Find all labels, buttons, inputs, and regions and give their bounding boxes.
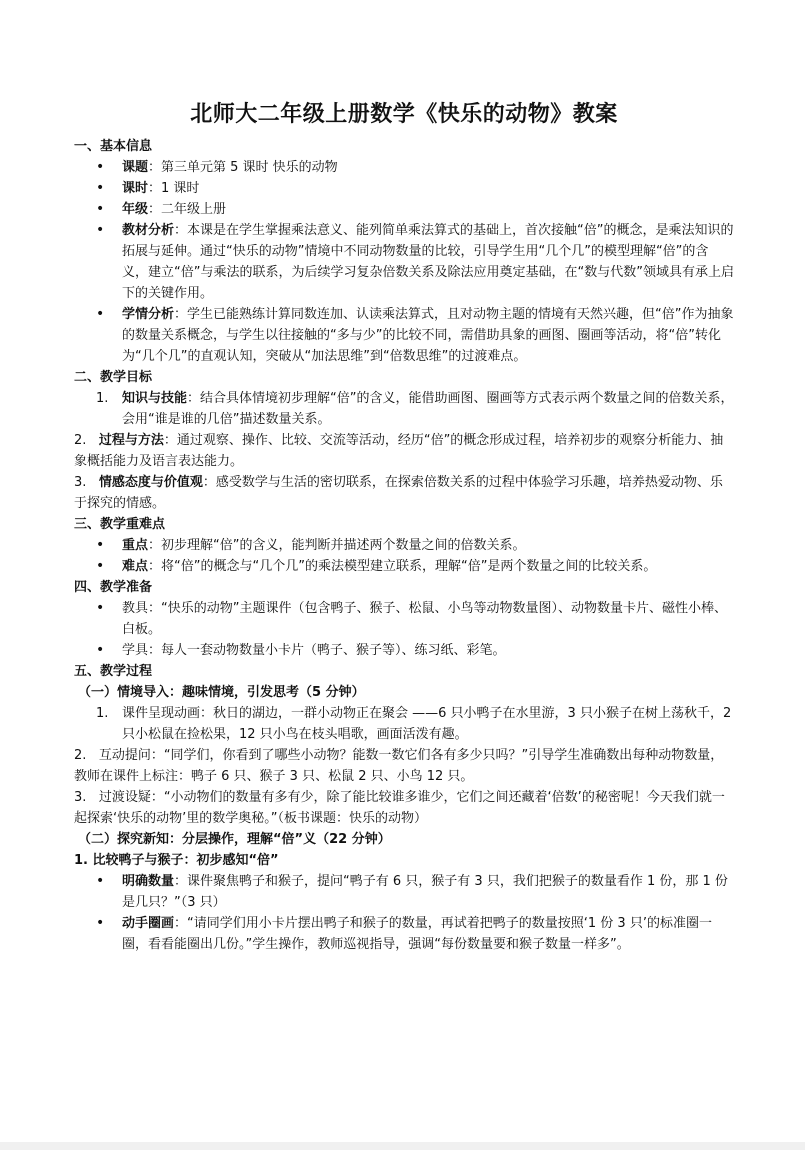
- list-item: • 学具：每人一套动物数量小卡片（鸭子、猴子等）、练习纸、彩笔。: [122, 640, 734, 661]
- page-title: 北师大二年级上册数学《快乐的动物》教案: [190, 102, 618, 127]
- section-heading-key-points: 三、教学重难点: [74, 517, 166, 532]
- objective-item: 2. 过程与方法：通过观察、操作、比较、交流等活动，经历“倍”的概念形成过程，培养初步的观察分析能力、抽象概括能力及语言表达能力。: [74, 433, 724, 469]
- section-heading-basic-info: 一、基本信息: [74, 139, 153, 154]
- section-heading-preparation: 四、教学准备: [74, 580, 153, 595]
- subsection-heading-intro: （一）情境导入：趣味情境，引发思考（5 分钟）: [78, 685, 365, 700]
- list-item: • 明确数量：课件聚焦鸭子和猴子，提问“鸭子有 6 只，猴子有 3 只，我们把猴子的数量看作 1 份，那 1 份是几只？”（3 只）: [122, 871, 734, 913]
- list-item: • 教具：“快乐的动物”主题课件（包含鸭子、猴子、松鼠、小鸟等动物数量图）、动物数量卡片、磁性小棒、白板。: [122, 598, 734, 640]
- objective-item: 1. 知识与技能：结合具体情境初步理解“倍”的含义，能借助画图、圈画等方式表示两个数量之间的倍数关系，会用“谁是谁的几倍”描述数量关系。: [96, 391, 734, 427]
- list-item: • 难点：将“倍”的概念与“几个几”的乘法模型建立联系，理解“倍”是两个数量之间的比较关系。: [122, 556, 734, 577]
- list-item: • 动手圈画：“请同学们用小卡片摆出鸭子和猴子的数量，再试着把鸭子的数量按照‘1 份 3 只’的标准圈一圈，看看能圈出几份。”学生操作，教师巡视指导，强调“每份数量要和猴子数量一样多”。: [122, 913, 734, 955]
- explore-list: [74, 871, 734, 955]
- key-points-list: [74, 535, 734, 577]
- list-item: • 重点：初步理解“倍”的含义，能判断并描述两个数量之间的倍数关系。: [122, 535, 734, 556]
- process-step: 2. 互动提问：“同学们，你看到了哪些小动物？能数一数它们各有多少只吗？”引导学生准确数出每种动物数量，教师在课件上标注：鸭子 6 只、猴子 3 只、松鼠 2 只、小鸟 12 只。: [74, 748, 724, 784]
- basic-info-list: [74, 157, 734, 367]
- list-item: • 课题：第三单元第 5 课时 快乐的动物: [122, 157, 734, 178]
- list-item: • 年级：二年级上册: [122, 199, 734, 220]
- subsection-heading-explore: （二）探究新知：分层操作，理解“倍”义（22 分钟）: [78, 832, 391, 847]
- list-item: • 学情分析：学生已能熟练计算同数连加、认读乘法算式，且对动物主题的情境有天然兴趣，但“倍”作为抽象的数量关系概念，与学生以往接触的“多与少”的比较不同，需借助具象的画图、圈画等活动，将“倍”转化为“几个几”的直观认知，突破从“加法思维”到“倍数思维”的过渡难点。: [122, 304, 734, 367]
- list-item: • 教材分析：本课是在学生掌握乘法意义、能列简单乘法算式的基础上，首次接触“倍”的概念，是乘法知识的拓展与延伸。通过“快乐的动物”情境中不同动物数量的比较，引导学生用“几个几”的模型理解“倍”的含义，建立“倍”与乘法的联系，为后续学习复杂倍数关系及除法应用奠定基础，在“数与代数”领域具有承上启下的关键作用。: [122, 220, 734, 304]
- section-heading-process: 五、教学过程: [74, 664, 153, 679]
- process-step: 3. 过渡设疑：“小动物们的数量有多有少，除了能比较谁多谁少，它们之间还藏着‘倍数’的秘密呢！今天我们就一起探索‘快乐的动物’里的数学奥秘。”（板书课题：快乐的动物）: [74, 790, 725, 826]
- preparation-list: [74, 598, 734, 661]
- section-heading-objectives: 二、教学目标: [74, 370, 153, 385]
- objective-item: 3. 情感态度与价值观：感受数学与生活的密切联系，在探索倍数关系的过程中体验学习乐趣，培养热爱动物、乐于探究的情感。: [74, 475, 723, 511]
- step-heading-compare: 1. 比较鸭子与猴子：初步感知“倍”: [74, 853, 279, 868]
- list-item: • 课时：1 课时: [122, 178, 734, 199]
- document-body: [74, 100, 734, 955]
- process-step: 1. 课件呈现动画：秋日的湖边，一群小动物正在聚会 ——6 只小鸭子在水里游，3 只小猴子在树上荡秋千，2 只小松鼠在捡松果，12 只小鸟在枝头唱歌，画面活泼有趣。: [96, 706, 732, 742]
